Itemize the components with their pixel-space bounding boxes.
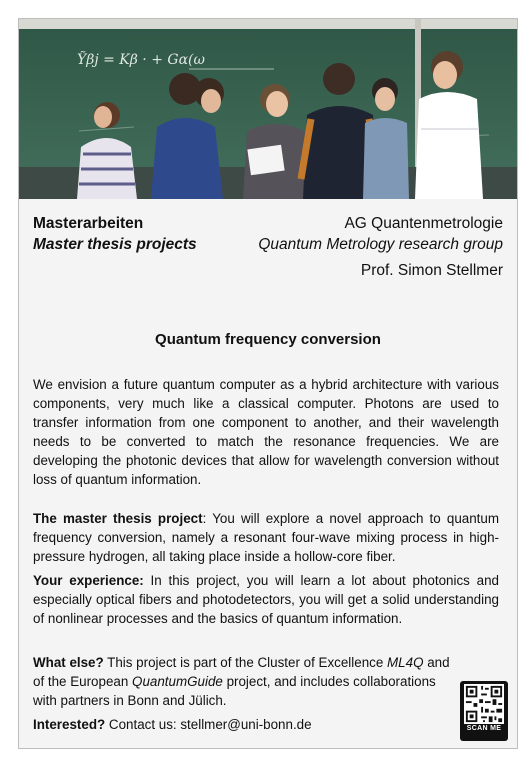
intro-paragraph: We envision a future quantum computer as a hybrid architecture with various components, very much like a classical computer. Photons are used to transfer information from one component to another, and their wavelength needs to be converted to match the resonance frequencies. We are developing the photonic devices that allow for wavelength conversion without loss of quantum information.	[33, 377, 499, 487]
project-label: The master thesis project	[33, 511, 203, 526]
experience-paragraph	[33, 571, 499, 628]
header-right	[258, 215, 503, 280]
header-left	[33, 215, 197, 254]
header-masterarbeiten: Masterarbeiten	[33, 215, 144, 232]
project-paragraph	[33, 509, 499, 566]
header-master-thesis: Master thesis projects	[33, 236, 197, 253]
experience-text: In this project, you will learn a lot about photonics and especially optical fibers and photodetectors, you will get a solid understanding of nonlinear processes and the basics of quantum information.	[33, 573, 499, 626]
else-text-2: and of the European	[33, 655, 450, 689]
qr-caption: SCAN ME	[466, 725, 502, 732]
experience-label: Your experience:	[33, 573, 144, 588]
else-paragraph	[33, 653, 451, 710]
contact-label: Interested?	[33, 717, 106, 732]
contact-paragraph	[33, 715, 499, 734]
group-photo	[19, 19, 518, 199]
header-group-en: Quantum Metrology research group	[258, 236, 503, 253]
group-photo-illustration	[19, 19, 518, 199]
qr-code-icon	[464, 684, 504, 724]
poster-card	[18, 18, 518, 749]
else-text-1: This project is part of the Cluster of Excellence	[103, 655, 388, 670]
project-title: Quantum frequency conversion	[155, 331, 381, 348]
board-top-frame	[19, 19, 518, 29]
header-professor: Prof. Simon Stellmer	[360, 262, 503, 279]
header-group-de: AG Quantenmetrologie	[344, 215, 503, 232]
else-label: What else?	[33, 655, 104, 670]
cluster-name: ML4Q	[387, 655, 424, 670]
project-text: : You will explore a novel approach to quantum frequency conversion, namely a resonant four-wave mixing process in high-pressure hydrogen, all taking place inside a hollow-core fiber.	[33, 511, 500, 564]
contact-text: Contact us: stellmer@uni-bonn.de	[105, 717, 312, 732]
chalk-formula: Ỹβj = Kβ · + Gα(ω	[77, 52, 205, 68]
qr-code[interactable]	[460, 681, 508, 741]
guide-name: QuantumGuide	[132, 674, 223, 689]
else-text-3: project, and includes collaborations with partners in Bonn and Jülich.	[33, 674, 436, 708]
